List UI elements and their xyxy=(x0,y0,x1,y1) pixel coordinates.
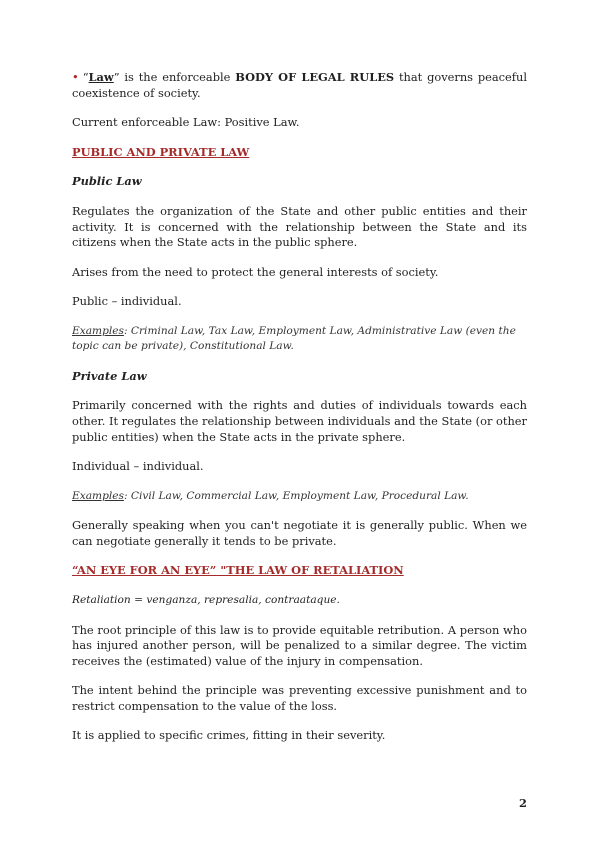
public-law-paragraph-3: Public – individual. xyxy=(72,294,182,309)
intro-text-mid: is the enforceable xyxy=(119,70,236,84)
public-law-examples xyxy=(72,324,527,355)
page-number: 2 xyxy=(519,796,527,810)
intro-open-quote: “ xyxy=(82,70,89,84)
document-body xyxy=(72,70,527,758)
retaliation-paragraph-2: The intent behind the principle was preventing excessive punishment and to restrict compensation to the value of the loss. xyxy=(72,683,527,713)
section-heading-public-private: PUBLIC AND PRIVATE LAW xyxy=(72,144,250,159)
intro-paragraph xyxy=(72,70,527,101)
examples-text: : Civil Law, Commercial Law, Employment Law, Procedural Law. xyxy=(123,489,469,502)
retaliation-paragraph-1: The root principle of this law is to provide equitable retribution. A person who has injured another person, will be penalized to a similar degree. The victim receives the (estimated) value of the injury in compensation. xyxy=(72,622,527,668)
current-law-line: Current enforceable Law: Positive Law. xyxy=(72,115,300,130)
examples-text: : Criminal Law, Tax Law, Employment Law, Administrative Law (even the topic can be private), Constitutional Law. xyxy=(72,324,516,353)
examples-label: Examples xyxy=(72,489,124,502)
examples-label: Examples xyxy=(72,324,124,337)
intro-text-end: that governs peaceful coexistence of society. xyxy=(72,70,527,100)
private-law-examples xyxy=(72,489,527,504)
subheading-public-law: Public Law xyxy=(72,174,142,189)
law-term: Law xyxy=(88,70,114,84)
public-law-paragraph-1: Regulates the organization of the State and other public entities and their activity. It is concerned with the relationship between the State and its citizens when the State acts in the public sphere. xyxy=(72,203,527,250)
general-note-paragraph: Generally speaking when you can't negotiate it is generally public. When we can negotiate generally it tends to be private. xyxy=(72,518,527,548)
private-law-paragraph-2: Individual – individual. xyxy=(72,459,204,474)
private-law-paragraph-1: Primarily concerned with the rights and duties of individuals towards each other. It regulates the relationship between individuals and the State (or other public entities) when the State acts in the private sphere. xyxy=(72,398,527,444)
bullet-icon: • xyxy=(72,70,79,84)
intro-close-quote: ” xyxy=(113,70,120,84)
retaliation-paragraph-3: It is applied to specific crimes, fitting in their severity. xyxy=(72,728,386,743)
intro-bold-term: BODY OF LEGAL RULES xyxy=(235,70,395,84)
retaliation-definition: Retaliation = venganza, represalia, contraataque. xyxy=(72,593,340,606)
public-law-paragraph-2: Arises from the need to protect the general interests of society. xyxy=(72,264,439,279)
subheading-private-law: Private Law xyxy=(72,368,147,383)
section-heading-eye-for-eye: “AN EYE FOR AN EYE” "THE LAW OF RETALIATION xyxy=(72,563,404,578)
